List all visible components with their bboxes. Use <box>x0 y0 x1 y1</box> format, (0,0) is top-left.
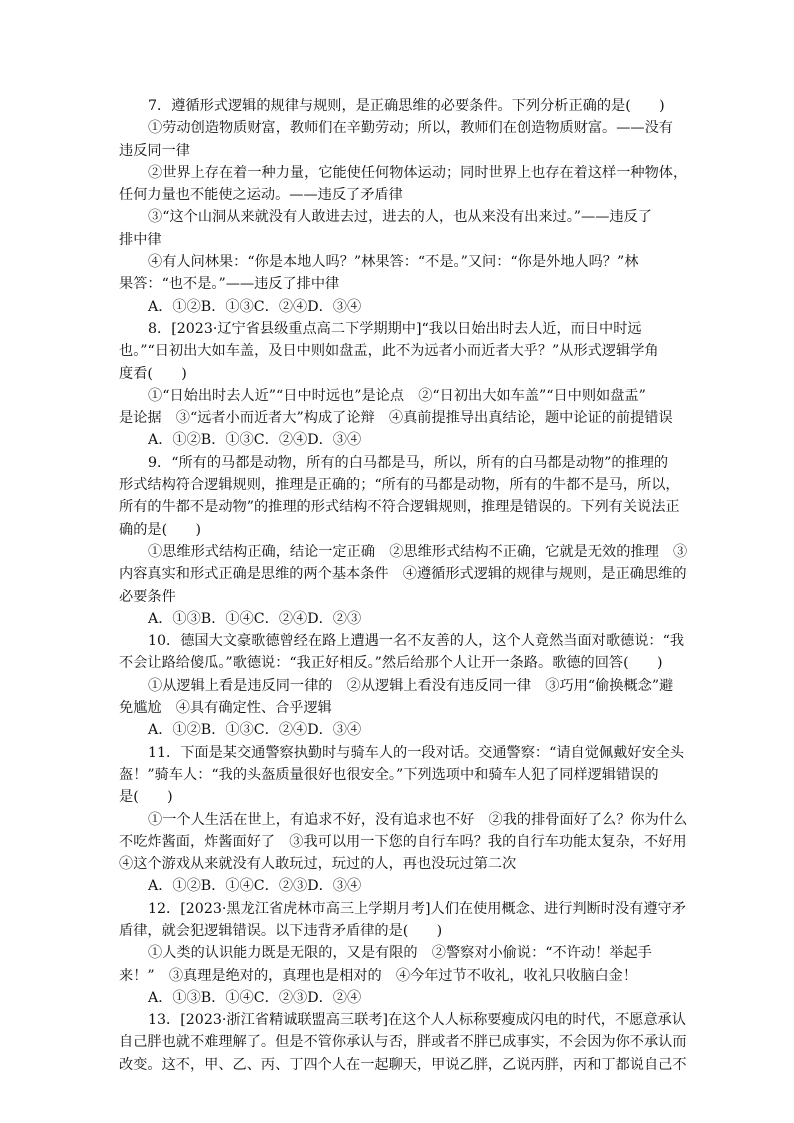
q11-stem-cont1: 盔！”骑车人：“我的头盔质量很好也很安全。”下列选项中和骑车人犯了同样逻辑错误的 <box>119 766 659 783</box>
q10-stem: 10．德国大文豪歌德曾经在路上遭遇一名不友善的人，这个人竟然当面对歌德说：“我 <box>148 633 685 650</box>
q11-options: A．①②B．①④C．②③D．③④ <box>148 878 362 895</box>
q9-stem-cont3: 确的是( ) <box>119 521 202 538</box>
q7-item4-cont: 果答：“也不是。”——违反了排中律 <box>119 276 340 293</box>
q8-items: ①“日始出时去人近”“日中时远也”是论点 ②“日初出大如车盖”“日中则如盘盂” <box>148 387 646 404</box>
q13-stem: 13．[2023·浙江省精诚联盟高三联考]在这个人人标称要瘦成闪电的时代，不愿意承认 <box>148 1012 686 1029</box>
q7-item4: ④有人问林果：“你是本地人吗？”林果答：“不是。”又问：“你是外地人吗？”林 <box>148 254 639 271</box>
q9-stem-cont2: 所有的牛都不是动物”的推理的形式结构不符合逻辑规则，推理是错误的。下列有关说法正 <box>119 499 680 516</box>
q9-options: A．①③B．①④C．②④D．②③ <box>148 610 362 627</box>
q12-options: A．①③B．①④C．②③D．②④ <box>148 989 362 1006</box>
q8-items-cont: 是论据 ③“远者小而近者大”构成了论辩 ④真前提推导出真结论，题中论证的前提错误 <box>119 410 673 427</box>
q12-items: ①人类的认识能力既是无限的，又是有限的 ②警察对小偷说：“不许动！举起手 <box>148 945 652 962</box>
q9-items-cont1: 内容真实和形式正确是思维的两个基本条件 ④遵循形式逻辑的规律与规则，是正确思维的 <box>119 566 687 583</box>
q13-stem-cont1: 自己胖也就不难理解了。但是不管你承认与否，胖或者不胖已成事实，不会因为你不承认而 <box>119 1034 687 1051</box>
q7-item2-cont: 任何力量也不能使之运动。——违反了矛盾律 <box>119 187 403 204</box>
q13-stem-cont2: 改变。这不，甲、乙、丙、丁四个人在一起聊天，甲说乙胖，乙说丙胖，丙和丁都说自己不 <box>119 1056 687 1073</box>
q9-stem-cont1: 形式结构符合逻辑规则，推理是正确的；“所有的马都是动物，所有的牛都不是马，所以， <box>119 477 680 494</box>
q9-items: ①思维形式结构正确，结论一定正确 ②思维形式结构不正确，它就是无效的推理 ③ <box>148 543 688 560</box>
q7-item2: ②世界上存在着一种力量，它能使任何物体运动；同时世界上也存在着这样一种物体， <box>148 164 688 181</box>
q12-items-cont: 来！” ③真理是绝对的，真理也是相对的 ④今年过节不收礼，收礼只收脑白金！ <box>119 967 638 984</box>
q7-item1: ①劳动创造物质财富，教师们在辛勤劳动；所以，教师们在创造物质财富。——没有 <box>148 120 673 137</box>
q8-options: A．①②B．①③C．②④D．③④ <box>148 432 362 449</box>
q11-stem: 11．下面是某交通警察执勤时与骑车人的一段对话。交通警察：“请自觉佩戴好安全头 <box>148 744 685 761</box>
q7-item3-cont: 排中律 <box>119 231 162 248</box>
q8-stem-cont1: 也。”“日初出大如车盖，及日中则如盘盂，此不为远者小而近者大乎？”从形式逻辑学角 <box>119 343 659 360</box>
q11-items-cont2: ④这个游戏从来就没有人敢玩过，玩过的人，再也没玩过第二次 <box>119 856 517 873</box>
q11-items-cont1: 不吃炸酱面，炸酱面好了 ③我可以用一下您的自行车吗？我的自行车功能太复杂，不好用 <box>119 833 687 850</box>
q7-item3: ③“这个山洞从来就没有人敢进去过，进去的人，也从来没有出来过。”——违反了 <box>148 209 652 226</box>
q8-stem-cont2: 度看( ) <box>119 365 187 382</box>
document-page <box>119 95 688 1076</box>
q7-options: A．①②B．①③C．②④D．③④ <box>148 298 362 315</box>
q12-stem-cont: 盾律，就会犯逻辑错误。以下违背矛盾律的是( ) <box>119 922 443 939</box>
q7-stem: 7．遵循形式逻辑的规律与规则，是正确思维的必要条件。下列分析正确的是( ) <box>148 98 665 114</box>
q10-options: A．①②B．①③C．②④D．③④ <box>148 722 362 739</box>
q10-stem-cont: 不会让路给傻瓜。”歌德说：“我正好相反。”然后给那个人让开一条路。歌德的回答( ) <box>119 655 663 672</box>
q10-items: ①从逻辑上看是违反同一律的 ②从逻辑上看没有违反同一律 ③巧用“偷换概念”避 <box>148 677 674 694</box>
q10-items-cont: 免尴尬 ④具有确定性、合乎逻辑 <box>119 700 332 717</box>
q9-stem: 9．“所有的马都是动物，所有的白马都是马，所以，所有的白马都是动物”的推理的 <box>148 454 669 471</box>
q12-stem: 12．[2023·黑龙江省虎林市高三上学期月考]人们在使用概念、进行判断时没有遵守矛 <box>148 900 686 917</box>
q7-item1-cont: 违反同一律 <box>119 142 190 159</box>
q9-items-cont2: 必要条件 <box>119 588 176 605</box>
q11-items: ①一个人生活在世上，有追求不好，没有追求也不好 ②我的排骨面好了么？你为什么 <box>148 811 688 828</box>
q8-stem: 8．[2023·辽宁省县级重点高二下学期期中]“我以日始出时去人近，而日中时远 <box>148 320 642 337</box>
q11-stem-cont2: 是( ) <box>119 789 173 806</box>
